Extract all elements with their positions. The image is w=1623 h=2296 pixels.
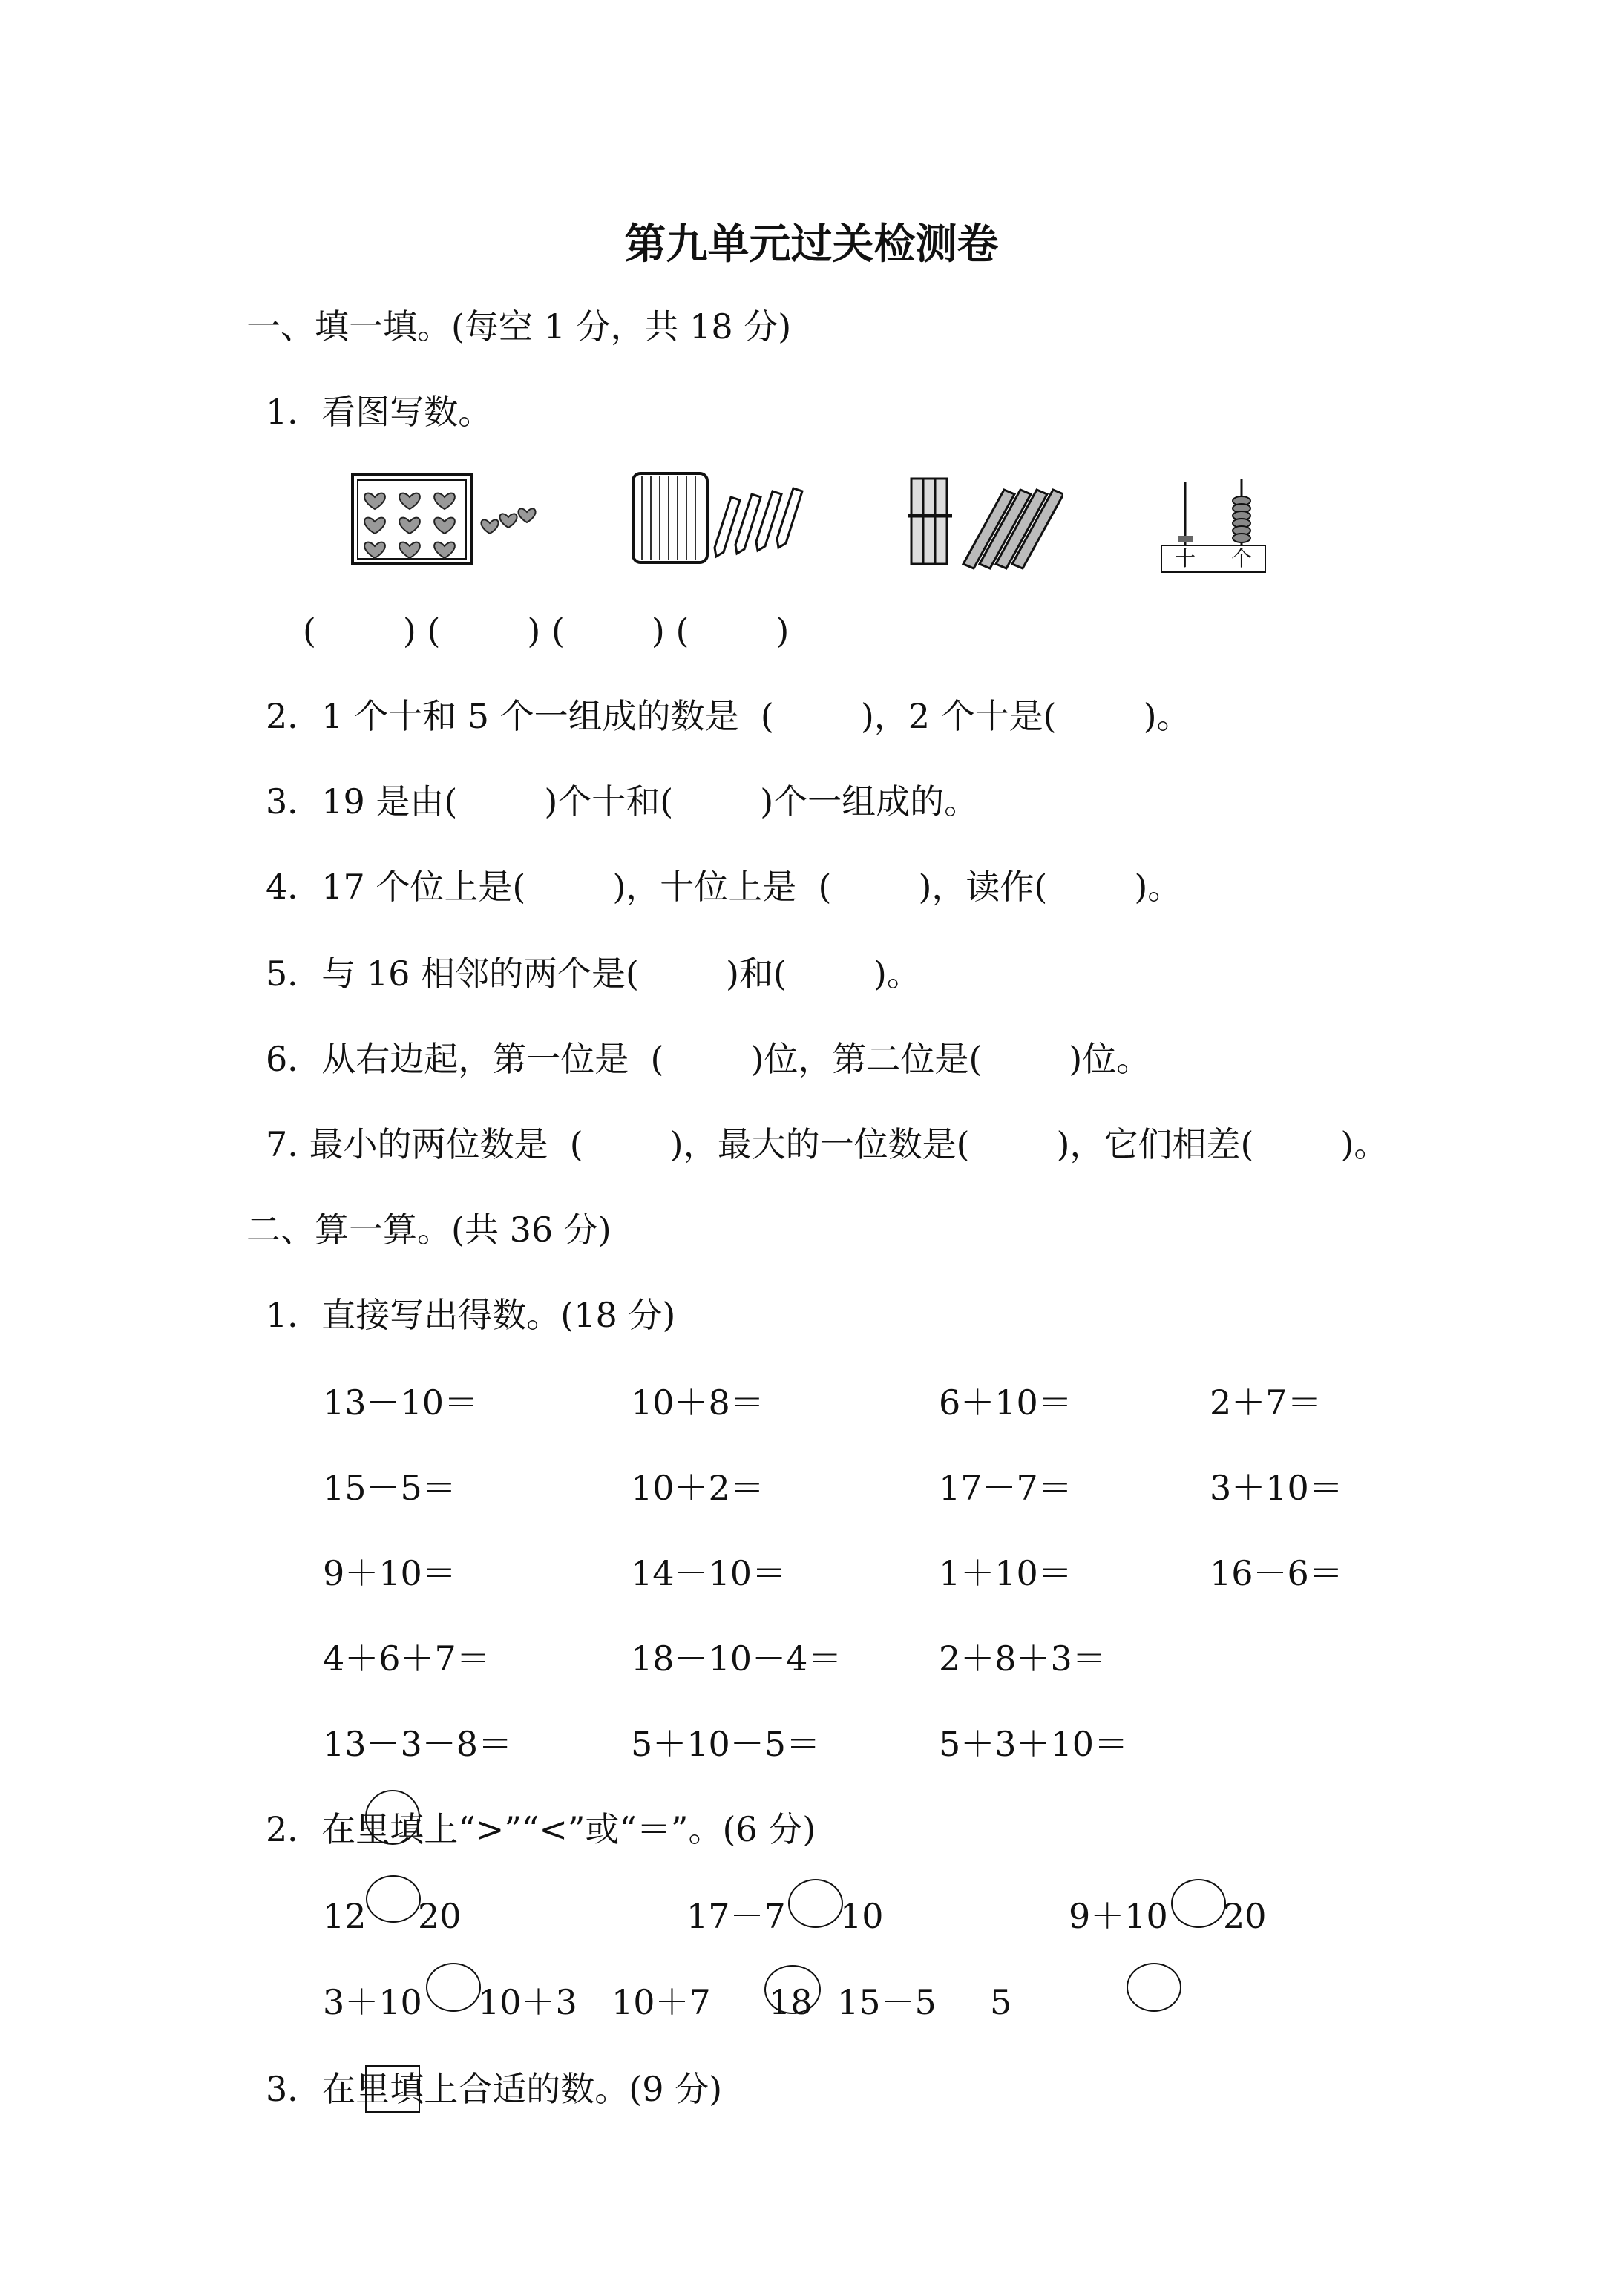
calc-item: 17－7＝ <box>939 1468 1072 1508</box>
hearts-picture <box>349 471 549 571</box>
calc-item: 14－10＝ <box>631 1553 787 1593</box>
calc-item: 9＋10＝ <box>323 1553 456 1593</box>
compare-left: 12 <box>323 1896 367 1936</box>
compare-circle-input[interactable] <box>366 1875 421 1923</box>
q1-5-text: 5．与 16 相邻的两个是( )和( )。 <box>266 954 921 994</box>
calc-item: 6＋10＝ <box>939 1382 1072 1423</box>
compare-right: 10＋3 <box>478 1982 577 2022</box>
section1-heading: 一、填一填。(每空 1 分，共 18 分) <box>246 306 792 347</box>
compare-mid: 18 <box>769 1982 813 2022</box>
compare-right: 15－5 <box>837 1982 937 2022</box>
q1-7-text: 7. 最小的两位数是 ( )，最大的一位数是( )，它们相差( )。 <box>266 1124 1388 1164</box>
calc-item: 4＋6＋7＝ <box>323 1639 491 1679</box>
calc-item: 15－5＝ <box>323 1468 456 1508</box>
q2-2-text: 2．在里填上“>”“<”或“＝”。(6 分) <box>266 1809 816 1849</box>
abacus-ones-label: 个 <box>1231 546 1253 571</box>
calc-item: 2＋8＋3＝ <box>939 1639 1106 1679</box>
compare-circle-input[interactable] <box>426 1963 481 2012</box>
calc-item: 13－10＝ <box>323 1382 479 1423</box>
q1-2-text: 2．1 个十和 5 个一组成的数是 ( )，2 个十是( )。 <box>266 696 1191 736</box>
page-title: 第九单元过关检测卷 <box>624 220 999 269</box>
compare-left: 5 <box>990 1982 1012 2022</box>
compare-right: 20 <box>1223 1896 1267 1936</box>
q1-4-text: 4．17 个位上是( )，十位上是 ( )，读作( )。 <box>266 867 1182 907</box>
compare-circle-input[interactable] <box>788 1879 843 1928</box>
calc-item: 10＋2＝ <box>631 1468 764 1508</box>
calc-item: 10＋8＝ <box>631 1382 764 1423</box>
calc-item: 16－6＝ <box>1210 1553 1343 1593</box>
abacus-tens-label: 十 <box>1175 546 1196 571</box>
compare-left: 17－7 <box>686 1896 786 1936</box>
q1-6-text: 6．从右边起，第一位是 ( )位，第二位是( )位。 <box>266 1039 1151 1079</box>
calc-item: 1＋10＝ <box>939 1553 1072 1593</box>
q1-3-text: 3．19 是由( )个十和( )个一组成的。 <box>266 781 979 821</box>
instruction-box <box>365 2065 420 2113</box>
calc-item: 5＋3＋10＝ <box>939 1724 1129 1764</box>
q1-1-text: 1．看图写数。 <box>266 392 493 432</box>
compare-left: 10＋7 <box>612 1982 711 2022</box>
abacus-picture <box>1154 475 1273 575</box>
pencils-picture <box>627 468 820 571</box>
q2-3-text: 3．在里填上合适的数。(9 分) <box>266 2069 723 2109</box>
calc-item: 2＋7＝ <box>1210 1382 1322 1423</box>
compare-left: 9＋10 <box>1069 1896 1168 1936</box>
answer-blanks-row: ( ) ( ) ( ) ( ) <box>303 611 790 651</box>
compare-circle-input[interactable] <box>1171 1879 1226 1928</box>
section2-heading: 二、算一算。(共 36 分) <box>246 1210 612 1250</box>
calc-item: 5＋10－5＝ <box>631 1724 821 1764</box>
sticks-picture <box>904 471 1063 575</box>
calc-item: 13－3－8＝ <box>323 1724 513 1764</box>
calc-item: 18－10－4＝ <box>631 1639 842 1679</box>
calc-item: 3＋10＝ <box>1210 1468 1343 1508</box>
compare-right: 20 <box>418 1896 462 1936</box>
instruction-circle <box>365 1790 420 1845</box>
compare-circle-input[interactable] <box>1127 1963 1181 2012</box>
q2-1-text: 1．直接写出得数。(18 分) <box>266 1295 676 1335</box>
compare-left: 3＋10 <box>323 1982 422 2022</box>
compare-right: 10 <box>840 1896 884 1936</box>
